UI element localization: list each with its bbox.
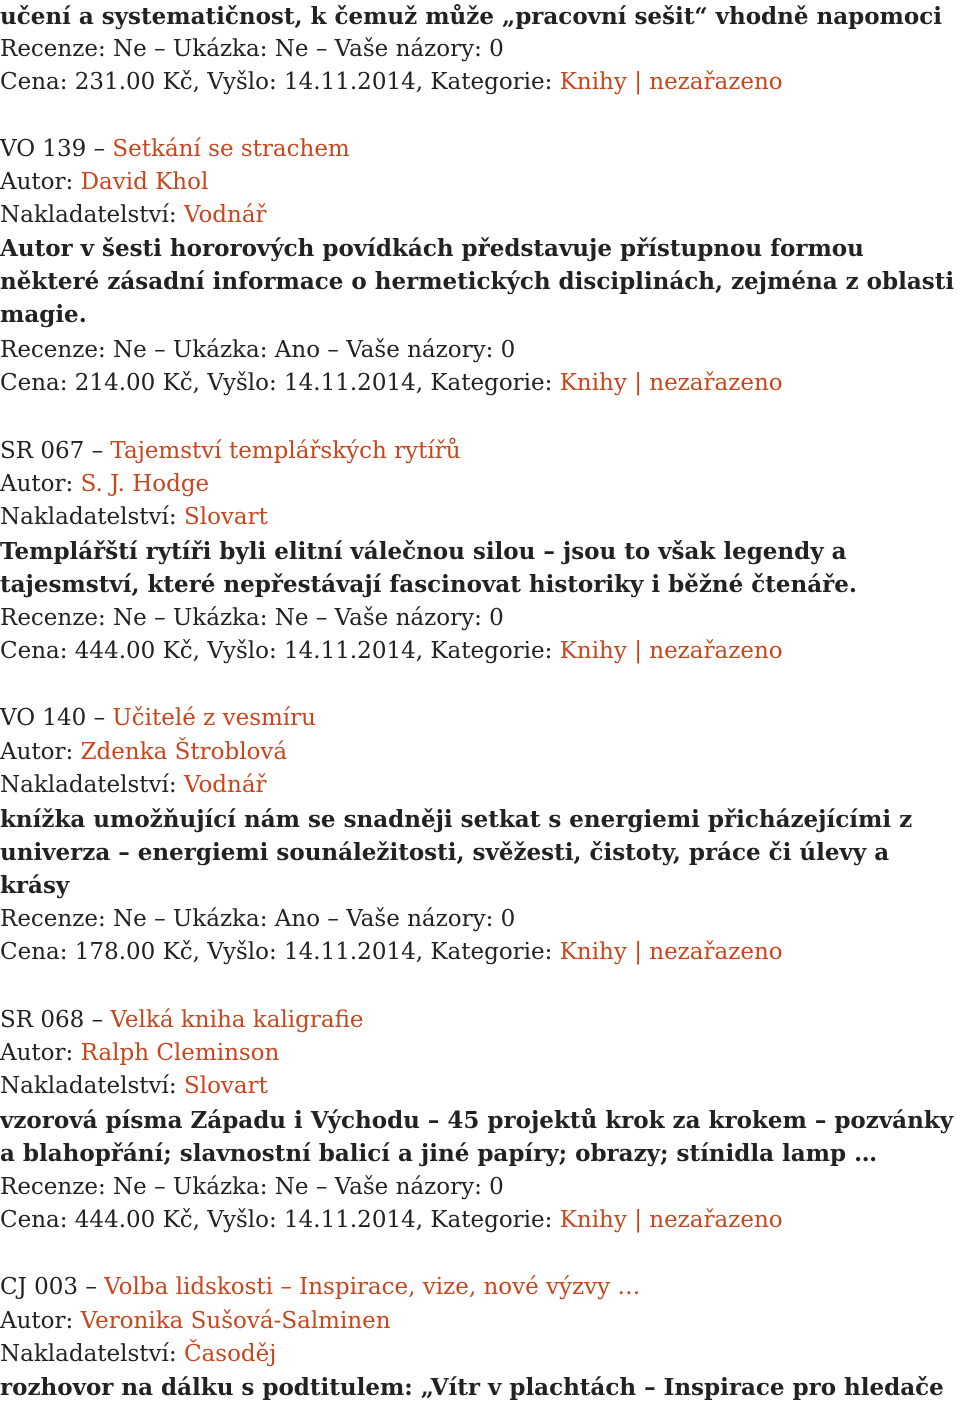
book-heading: SR 067 – Tajemství templářských rytířů <box>0 438 461 464</box>
meta-line: Recenze: Ne – Ukázka: Ano – Vaše názory: 0 <box>0 906 516 932</box>
publisher-line: Nakladatelství: Vodnář <box>0 202 267 228</box>
price-line: Cena: 214.00 Kč, Vyšlo: 14.11.2014, Kategorie: Knihy | nezařazeno <box>0 370 783 396</box>
price-line: Cena: 444.00 Kč, Vyšlo: 14.11.2014, Kategorie: Knihy | nezařazeno <box>0 638 783 664</box>
price-line: Cena: 178.00 Kč, Vyšlo: 14.11.2014, Kategorie: Knihy | nezařazeno <box>0 939 783 965</box>
publisher-link[interactable]: Vodnář <box>183 772 267 798</box>
book-description-line: univerza – energiemi sounáležitosti, svěžesti, čistoty, práce či úlevy a <box>0 839 890 866</box>
category-link[interactable]: Knihy <box>559 69 627 95</box>
book-title-link[interactable]: Učitelé z vesmíru <box>112 705 316 731</box>
meta-line: Recenze: Ne – Ukázka: Ne – Vaše názory: 0 <box>0 605 504 631</box>
category-link[interactable]: nezařazeno <box>649 69 783 95</box>
author-line: Autor: Ralph Cleminson <box>0 1040 280 1066</box>
book-description-line: magie. <box>0 301 87 328</box>
book-title-link[interactable]: Velká kniha kaligrafie <box>110 1007 364 1033</box>
book-description-line: Autor v šesti hororových povídkách představuje přístupnou formou <box>0 235 864 262</box>
category-link[interactable]: nezařazeno <box>649 939 783 965</box>
book-title-link[interactable]: Volba lidskosti – Inspirace, vize, nové výzvy … <box>104 1274 641 1300</box>
author-link[interactable]: Veronika Sušová-Salminen <box>80 1308 391 1334</box>
category-link[interactable]: nezařazeno <box>649 370 783 396</box>
book-description-line: některé zásadní informace o hermetických disciplinách, zejména z oblasti <box>0 268 955 295</box>
price-line: Cena: 444.00 Kč, Vyšlo: 14.11.2014, Kategorie: Knihy | nezařazeno <box>0 1207 783 1233</box>
book-heading: SR 068 – Velká kniha kaligrafie <box>0 1007 364 1033</box>
publisher-link[interactable]: Vodnář <box>183 202 267 228</box>
author-line: Autor: Veronika Sušová-Salminen <box>0 1308 391 1334</box>
author-link[interactable]: David Khol <box>80 169 209 195</box>
publisher-line: Nakladatelství: Slovart <box>0 504 268 530</box>
book-title-link[interactable]: Tajemství templářských rytířů <box>110 438 461 464</box>
category-link[interactable]: Knihy <box>559 939 627 965</box>
author-line: Autor: S. J. Hodge <box>0 471 210 497</box>
publisher-link[interactable]: Slovart <box>183 1073 268 1099</box>
book-description-line: knížka umožňující nám se snadněji setkat s energiemi přicházejícími z <box>0 806 913 833</box>
publisher-link[interactable]: Časoděj <box>183 1341 277 1367</box>
book-description-line: krásy <box>0 872 70 899</box>
publisher-line: Nakladatelství: Slovart <box>0 1073 268 1099</box>
author-link[interactable]: Ralph Cleminson <box>80 1040 280 1066</box>
book-description-line: Templářští rytíři byli elitní válečnou silou – jsou to však legendy a <box>0 538 847 565</box>
book-description-line: vzorová písma Západu i Východu – 45 projektů krok za krokem – pozvánky <box>0 1107 954 1134</box>
meta-line: Recenze: Ne – Ukázka: Ano – Vaše názory: 0 <box>0 337 516 363</box>
publisher-line: Nakladatelství: Časoděj <box>0 1341 277 1367</box>
author-line: Autor: David Khol <box>0 169 209 195</box>
book-description-line: tajesmství, které nepřestávají fascinovat historiky i běžné čtenáře. <box>0 571 857 598</box>
price-line: Cena: 231.00 Kč, Vyšlo: 14.11.2014, Kategorie: Knihy | nezařazeno <box>0 69 783 95</box>
publisher-line: Nakladatelství: Vodnář <box>0 772 267 798</box>
meta-line: Recenze: Ne – Ukázka: Ne – Vaše názory: 0 <box>0 1174 504 1200</box>
author-link[interactable]: S. J. Hodge <box>80 471 210 497</box>
book-heading: VO 139 – Setkání se strachem <box>0 136 350 162</box>
book-heading: VO 140 – Učitelé z vesmíru <box>0 705 316 731</box>
category-link[interactable]: nezařazeno <box>649 638 783 664</box>
book-heading: CJ 003 – Volba lidskosti – Inspirace, vize, nové výzvy … <box>0 1274 641 1300</box>
category-link[interactable]: nezařazeno <box>649 1207 783 1233</box>
category-link[interactable]: Knihy <box>559 370 627 396</box>
book-description-line: učení a systematičnost, k čemuž může „pracovní sešit“ vhodně napomoci <box>0 3 942 30</box>
book-description-line: rozhovor na dálku s podtitulem: „Vítr v plachtách – Inspirace pro hledače <box>0 1374 944 1401</box>
category-link[interactable]: Knihy <box>559 638 627 664</box>
category-link[interactable]: Knihy <box>559 1207 627 1233</box>
publisher-link[interactable]: Slovart <box>183 504 268 530</box>
author-line: Autor: Zdenka Štroblová <box>0 739 288 765</box>
author-link[interactable]: Zdenka Štroblová <box>80 739 288 765</box>
meta-line: Recenze: Ne – Ukázka: Ne – Vaše názory: 0 <box>0 36 504 62</box>
book-title-link[interactable]: Setkání se strachem <box>112 136 350 162</box>
book-description-line: a blahopřání; slavnostní balicí a jiné papíry; obrazy; stínidla lamp … <box>0 1140 878 1167</box>
